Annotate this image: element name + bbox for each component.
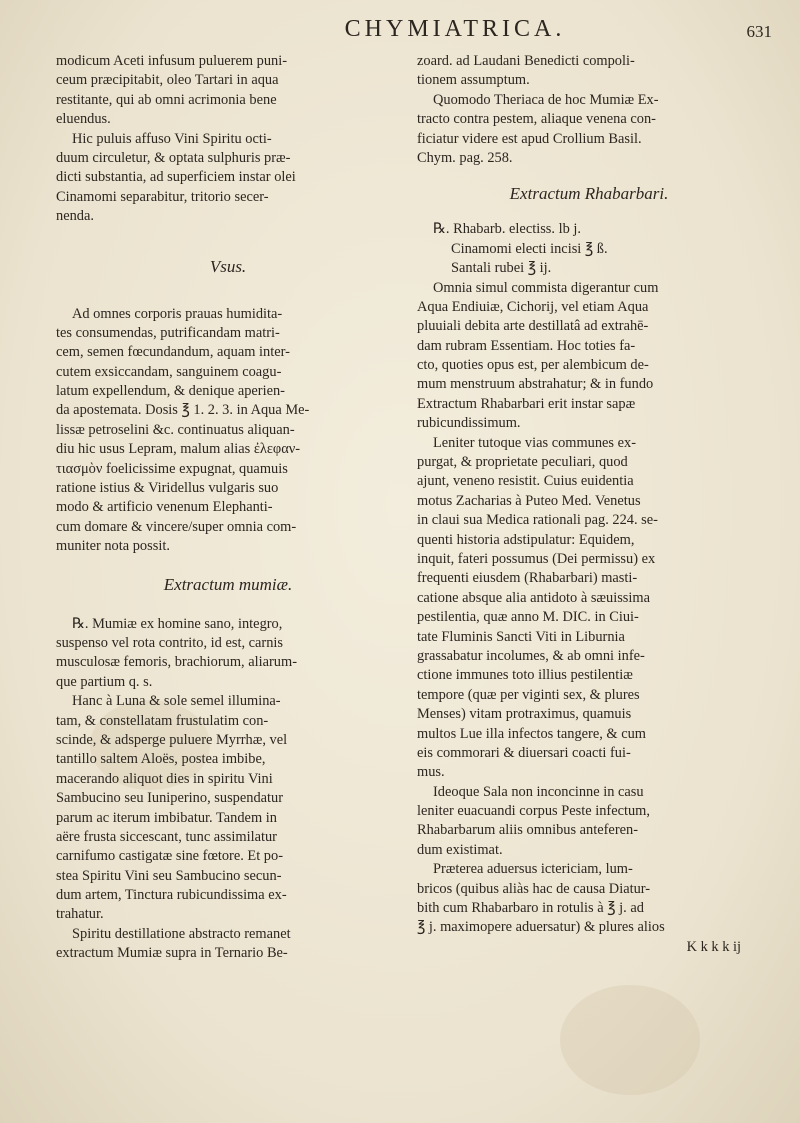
page-number: 631 <box>746 22 772 41</box>
text-line: parum ac iterum imbibatur. Tandem in <box>56 809 277 826</box>
text-line: Omnia simul commista digerantur cum <box>433 279 659 296</box>
text-line: in claui sua Medica rationali pag. 224. se- <box>417 512 658 529</box>
text-line: trahatur. <box>56 906 104 923</box>
text-line: cem, semen fœcundandum, aquam inter- <box>56 344 290 361</box>
text-line: ratione istius & Viridellus vulgaris suo <box>56 480 279 497</box>
text-line: mum menstruum abstrahatur; & in fundo <box>417 376 654 393</box>
text-line: mus. <box>417 764 445 781</box>
text-line: ajunt, veneno resistit. Cuius euidentia <box>417 473 634 490</box>
text-line: tam, & constellatam frustulatim con- <box>56 712 269 729</box>
text-line: Cinamomi separabitur, tritorio secer- <box>56 188 269 205</box>
page-header <box>0 16 800 56</box>
right-column <box>417 52 761 957</box>
text-line: nenda. <box>56 208 94 225</box>
text-line: Ideoque Sala non inconcinne in casu <box>433 783 644 800</box>
left-column <box>56 52 400 964</box>
text-line: τιασμὸν foelicissime expugnat, quamuis <box>56 460 288 477</box>
text-line: lissæ petroselini &c. continuatus aliquan- <box>56 421 295 438</box>
text-line: Leniter tutoque vias communes ex- <box>433 434 637 451</box>
recipe-line: ℞. Rhabarb. electiss. lb j. <box>433 221 581 238</box>
text-line: tantillo saltem Aloës, postea imbibe, <box>56 751 266 768</box>
text-line: musculosæ femoris, brachiorum, aliarum- <box>56 654 297 671</box>
text-line: Ad omnes corporis prauas humidita- <box>72 305 283 322</box>
text-line: rubicundissimum. <box>417 415 521 432</box>
text-line: macerando aliquot dies in spiritu Vini <box>56 770 273 787</box>
text-line: Menses) vitam protraximus, quamuis <box>417 706 632 723</box>
text-line: tes consumendas, putrificandam matri- <box>56 324 280 341</box>
text-line: Rhabarbarum aliis omnibus anteferen- <box>417 822 638 839</box>
recipe-line: Cinamomi electi incisi ℥ ß. <box>451 240 608 257</box>
paper-stain <box>560 985 700 1095</box>
text-line: Aqua Endiuiæ, Cichorij, vel etiam Aqua <box>417 298 649 315</box>
text-line: grassabatur incolumes, & ab omni infe- <box>417 647 645 664</box>
text-line: multos Lue illa infectos tangere, & cum <box>417 725 646 742</box>
text-line: cum domare & vincere/super omnia com- <box>56 518 297 535</box>
text-line: restitante, qui ab omni acrimonia bene <box>56 91 277 108</box>
text-line: Chym. pag. 258. <box>417 149 513 166</box>
text-line: quenti historia adstipulatur: Equidem, <box>417 531 635 548</box>
text-line: Spiritu destillatione abstracto remanet <box>72 925 291 942</box>
text-line: ℥ j. maximopere aduersatur) & plures alios <box>417 919 665 936</box>
text-line: stea Spiritu Vini seu Sambucino secun- <box>56 867 282 884</box>
text-line: ficiatur videre est apud Crollium Basil. <box>417 130 642 147</box>
text-line: Sambucino seu Iuniperino, suspendatur <box>56 790 284 807</box>
text-line: ctione immunes toto illius pestilentiæ <box>417 667 633 684</box>
running-head: CHYMIATRICA. <box>344 16 566 42</box>
section-heading-usus: Vsus. <box>209 256 247 276</box>
text-line: pluuiali debita arte destillatâ ad extrahē- <box>417 318 649 335</box>
text-line: catione absque alia antidoto à sæuissima <box>417 589 650 606</box>
text-line: dicti substantia, ad superficiem instar olei <box>56 169 296 186</box>
text-line: eluendus. <box>56 111 111 128</box>
text-line: muniter nota possit. <box>56 538 170 555</box>
text-line: zoard. ad Laudani Benedicti compoli- <box>417 53 635 69</box>
text-line: carnifumo castigatæ sine fœtore. Et po- <box>56 848 283 865</box>
text-line: dum artem, Tinctura rubicundissima ex- <box>56 887 287 904</box>
text-line: dam rubram Essentiam. Hoc toties fa- <box>417 337 636 354</box>
catchword: K k k k ij <box>686 938 741 955</box>
text-line: duum circuletur, & optata sulphuris præ- <box>56 149 291 166</box>
text-line: latum expellendum, & denique aperien- <box>56 383 285 400</box>
text-line: diu hic usus Lepram, malum alias ἐλεφαν- <box>56 441 301 458</box>
text-line: que partium q. s. <box>56 673 153 690</box>
text-line: tionem assumptum. <box>417 72 530 89</box>
text-line: motus Zacharias à Puteo Med. Venetus <box>417 492 641 509</box>
text-line: frequenti eiusdem (Rhabarbari) masti- <box>417 570 638 587</box>
section-heading-mumiae: Extractum mumiæ. <box>163 574 293 594</box>
text-line: Hic puluis affuso Vini Spiritu octi- <box>72 130 272 147</box>
text-line: tracto contra pestem, aliaque venena con- <box>417 111 656 128</box>
text-line: inquit, fateri possumus (Dei permissu) ex <box>417 550 656 567</box>
text-line: eis commorari & diuersari coacti fui- <box>417 744 631 761</box>
text-line: aëre frusta siccescant, tunc assimilatur <box>56 828 277 845</box>
text-line: modo & artificio venenum Elephanti- <box>56 499 273 516</box>
text-line: extractum Mumiæ supra in Ternario Be- <box>56 945 288 962</box>
text-line: ℞. Mumiæ ex homine sano, integro, <box>72 615 283 632</box>
text-line: suspenso vel rota contrito, id est, carnis <box>56 634 284 651</box>
text-line: modicum Aceti infusum puluerem puni- <box>56 53 288 69</box>
text-line: purgat, & proprietate peculiari, quod <box>417 454 628 471</box>
text-line: leniter euacuandi corpus Peste infectum, <box>417 803 650 820</box>
text-line: cutem exsiccandam, sanguinem coagu- <box>56 363 282 380</box>
text-line: cto, quoties opus est, per alembicum de- <box>417 357 649 374</box>
text-line: Extractum Rhabarbari erit instar sapæ <box>417 395 636 412</box>
text-line: tempore (quæ per viginti sex, & plures <box>417 686 640 703</box>
text-line: bith cum Rhabarbaro in rotulis à ℥ j. ad <box>417 900 644 917</box>
text-line: da apostemata. Dosis ℥ 1. 2. 3. in Aqua Me- <box>56 402 310 419</box>
recipe-line: Santali rubei ℥ ij. <box>451 260 552 277</box>
section-heading-rhabarbari: Extractum Rhabarbari. <box>509 184 669 204</box>
text-line: ceum præcipitabit, oleo Tartari in aqua <box>56 72 279 89</box>
text-line: scinde, & adsperge puluere Myrrhæ, vel <box>56 731 288 748</box>
text-line: Quomodo Theriaca de hoc Mumiæ Ex- <box>433 91 659 108</box>
text-line: dum existimat. <box>417 841 503 858</box>
text-line: Hanc à Luna & sole semel illumina- <box>72 693 281 710</box>
text-line: pestilentia, quæ anno M. DIC. in Ciui- <box>417 609 639 626</box>
text-line: Præterea aduersus ictericiam, lum- <box>433 861 633 878</box>
text-line: bricos (quibus aliàs hac de causa Diatur- <box>417 880 651 897</box>
text-line: tate Fluminis Sancti Viti in Liburnia <box>417 628 625 645</box>
